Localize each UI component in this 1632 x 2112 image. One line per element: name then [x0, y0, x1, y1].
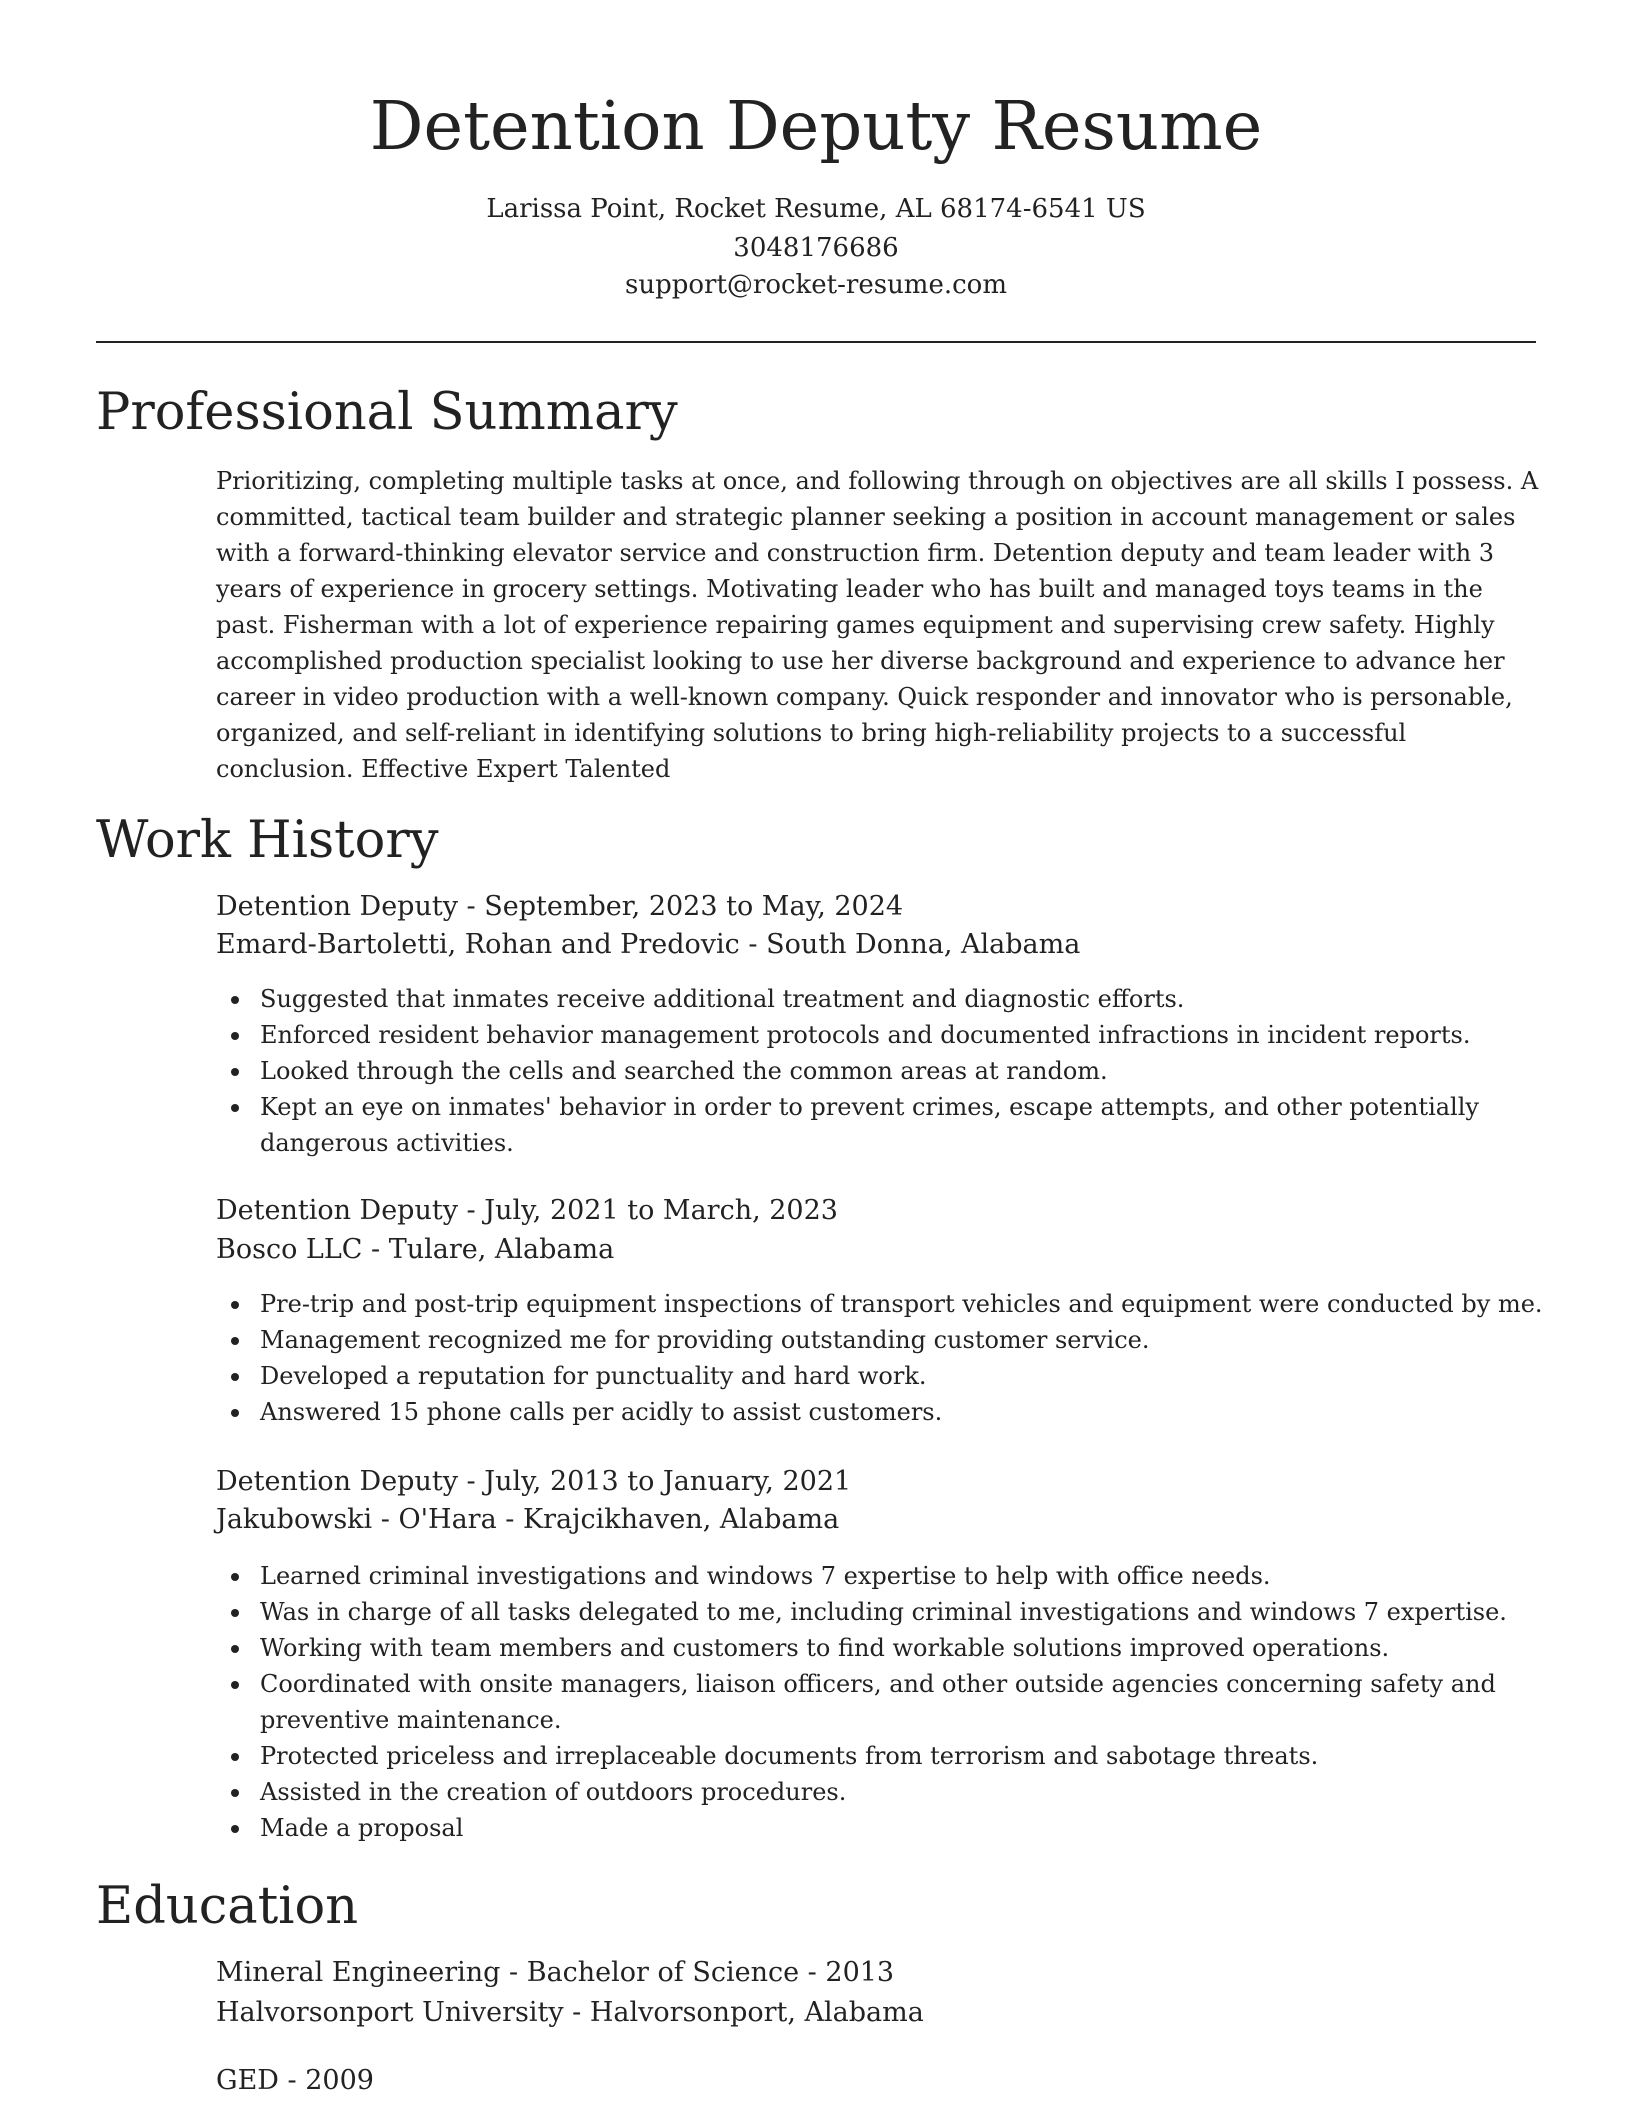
job-1-company: Emard-Bartoletti, Rohan and Predovic	[216, 929, 740, 960]
job-2-company-line	[216, 1231, 614, 1269]
job-2-bullets	[216, 1286, 1546, 1430]
list-item: Pre-trip and post-trip equipment inspections of transport vehicles and equipment were conducted by me.	[216, 1286, 1546, 1322]
resume-title: Detention Deputy Resume	[369, 87, 1263, 165]
education-1-location: - Halvorsonport, Alabama	[563, 1997, 924, 2028]
list-item: Protected priceless and irreplaceable documents from terrorism and sabotage threats.	[216, 1738, 1546, 1774]
summary-text: Prioritizing, completing multiple tasks at once, and following through on objectives are all skills I possess. A committed, tactical team builder and strategic planner seeking a position in account management or sales with a forward-thinking elevator service and construction firm. Detention deputy and team leader with 3 years of experience in grocery settings. Motivating leader who has built and managed toys teams in the past. Fisherman with a lot of experience repairing games equipment and supervising crew safety. Highly accomplished production specialist looking to use her diverse background and experience to advance her career in video production with a well-known company. Quick responder and innovator who is personable, organized, and self-reliant in identifying solutions to bring high-reliability projects to a successful conclusion. Effective Expert Talented	[216, 467, 1539, 783]
list-item: Enforced resident behavior management protocols and documented infractions in incident reports.	[216, 1017, 1546, 1053]
job-1-position: Detention Deputy	[216, 891, 458, 922]
list-item: Kept an eye on inmates' behavior in order to prevent crimes, escape attempts, and other potentially dangerous activities.	[216, 1089, 1546, 1161]
job-1-dates: - September, 2023 to May, 2024	[457, 891, 904, 922]
list-item: Learned criminal investigations and windows 7 expertise to help with office needs.	[216, 1558, 1546, 1594]
list-item: Was in charge of all tasks delegated to me, including criminal investigations and windows 7 expertise.	[216, 1594, 1546, 1630]
education-2-degree: GED - 2009	[216, 2065, 374, 2096]
contact-phone: 3048176686	[733, 233, 899, 263]
job-2-position: Detention Deputy	[216, 1195, 458, 1226]
list-item: Assisted in the creation of outdoors procedures.	[216, 1774, 1546, 1810]
contact-address: Larissa Point, Rocket Resume, AL 68174-6541 US	[486, 194, 1146, 224]
job-3-location: - Krajcikhaven, Alabama	[496, 1504, 840, 1535]
header-divider	[96, 341, 1536, 343]
job-2-dates: - July, 2021 to March, 2023	[457, 1195, 838, 1226]
job-2-title-line	[216, 1192, 838, 1230]
job-3-company: Jakubowski - O'Hara	[216, 1504, 497, 1535]
list-item: Made a proposal	[216, 1810, 1546, 1846]
education-heading: Education	[96, 1877, 359, 1936]
list-item: Developed a reputation for punctuality and hard work.	[216, 1358, 1546, 1394]
list-item: Answered 15 phone calls per acidly to assist customers.	[216, 1394, 1546, 1430]
work-history-heading: Work History	[96, 811, 439, 870]
job-3-bullets	[216, 1558, 1546, 1846]
job-1-bullets	[216, 981, 1546, 1161]
education-1-school: Halvorsonport University	[216, 1997, 564, 2028]
summary-heading: Professional Summary	[96, 383, 678, 442]
education-1-school-line	[216, 1994, 924, 2032]
job-1-location: - South Donna, Alabama	[739, 929, 1081, 960]
contact-email: support@rocket-resume.com	[624, 270, 1007, 300]
list-item: Coordinated with onsite managers, liaison officers, and other outside agencies concerning safety and preventive maintenance.	[216, 1666, 1546, 1738]
education-1-degree: Mineral Engineering - Bachelor of Science - 2013	[216, 1957, 895, 1988]
list-item: Working with team members and customers to find workable solutions improved operations.	[216, 1630, 1546, 1666]
job-3-position: Detention Deputy	[216, 1466, 458, 1497]
job-2-location: - Tulare, Alabama	[362, 1234, 615, 1265]
list-item: Management recognized me for providing outstanding customer service.	[216, 1322, 1546, 1358]
list-item: Suggested that inmates receive additional treatment and diagnostic efforts.	[216, 981, 1546, 1017]
job-3-title-line	[216, 1463, 851, 1501]
job-2-company: Bosco LLC	[216, 1234, 363, 1265]
job-3-dates: - July, 2013 to January, 2021	[457, 1466, 852, 1497]
job-1-title-line	[216, 888, 903, 926]
list-item: Looked through the cells and searched the common areas at random.	[216, 1053, 1546, 1089]
job-1-company-line	[216, 926, 1080, 964]
job-3-company-line	[216, 1501, 839, 1539]
